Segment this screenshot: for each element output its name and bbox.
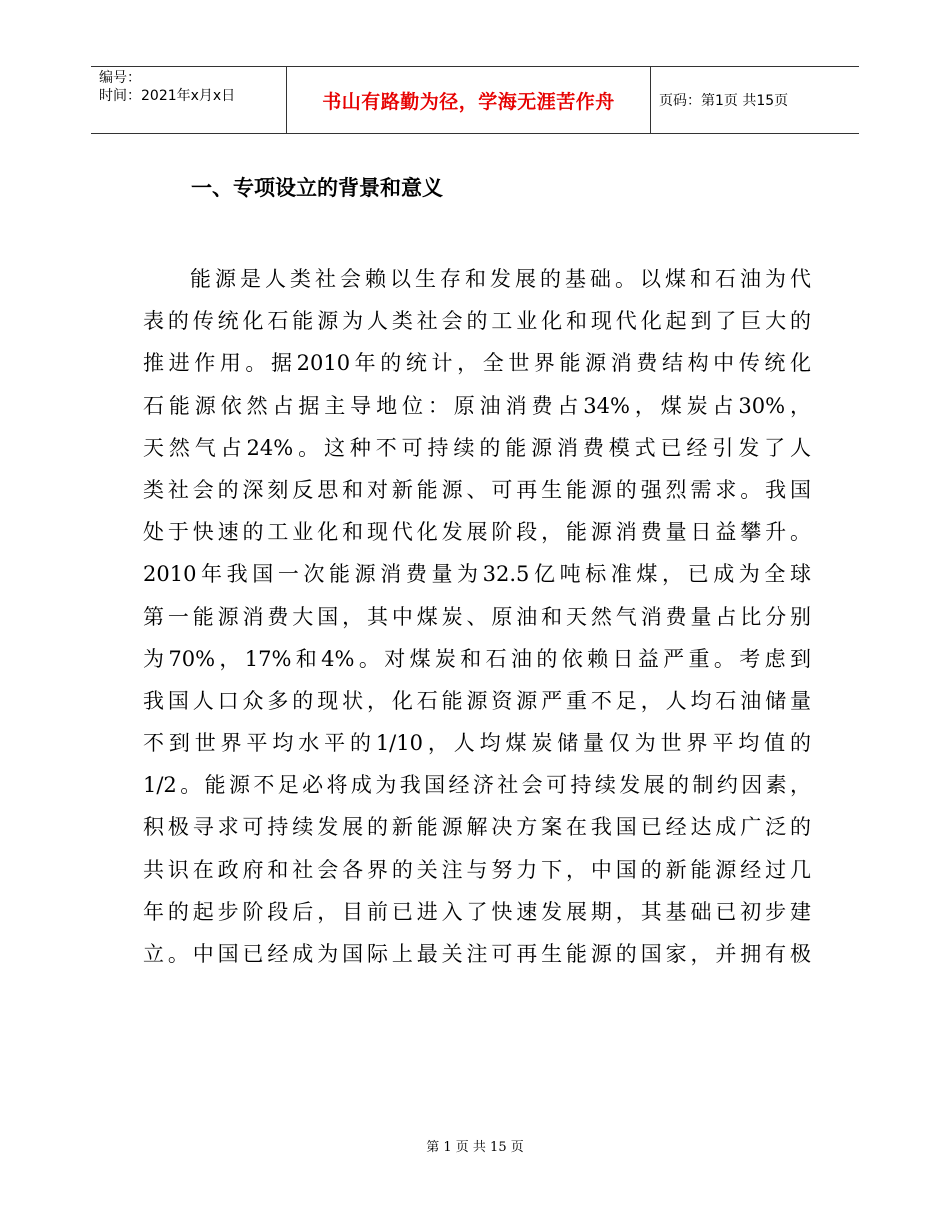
header-motto: 书山有路勤为径，学海无涯苦作舟 bbox=[287, 67, 651, 133]
paragraph-line: 1/2。能源不足必将成为我国经济社会可持续发展的制约因素， bbox=[143, 773, 811, 798]
paragraph-line: 表的传统化石能源为人类社会的工业化和现代化起到了巨大的 bbox=[143, 309, 811, 334]
header-meta-cell bbox=[91, 67, 287, 133]
time-label: 时间：2021年x月x日 bbox=[99, 88, 236, 104]
paragraph-line: 年的起步阶段后，目前已进入了快速发展期，其基础已初步建 bbox=[143, 899, 811, 924]
paragraph-line: 类社会的深刻反思和对新能源、可再生能源的强烈需求。我国 bbox=[143, 477, 811, 502]
paragraph-line: 天然气占24%。这种不可持续的能源消费模式已经引发了人 bbox=[143, 435, 811, 460]
number-label: 编号： bbox=[99, 70, 141, 86]
page-header bbox=[91, 66, 859, 134]
page-footer: 第 1 页 共 15 页 bbox=[426, 1140, 524, 1155]
paragraph-line: 石能源依然占据主导地位：原油消费占34%，煤炭占30%， bbox=[143, 393, 811, 418]
section-heading: 一、专项设立的背景和意义 bbox=[191, 176, 443, 200]
paragraph-line: 推进作用。据2010年的统计，全世界能源消费结构中传统化 bbox=[143, 351, 811, 376]
paragraph-line: 处于快速的工业化和现代化发展阶段，能源消费量日益攀升。 bbox=[143, 520, 811, 545]
body-paragraph bbox=[143, 258, 811, 975]
header-page-info: 页码：第1页 共15页 bbox=[659, 93, 789, 109]
paragraph-line: 2010年我国一次能源消费量为32.5亿吨标准煤，已成为全球 bbox=[143, 562, 811, 587]
paragraph-line: 不到世界平均水平的1/10，人均煤炭储量仅为世界平均值的 bbox=[143, 731, 811, 756]
paragraph-line: 积极寻求可持续发展的新能源解决方案在我国已经达成广泛的 bbox=[143, 815, 811, 840]
paragraph-line: 立。中国已经成为国际上最关注可再生能源的国家，并拥有极 bbox=[143, 942, 811, 966]
paragraph-line: 第一能源消费大国，其中煤炭、原油和天然气消费量占比分别 bbox=[143, 604, 811, 629]
paragraph-line: 我国人口众多的现状，化石能源资源严重不足，人均石油储量 bbox=[143, 688, 811, 713]
paragraph-line: 为70%，17%和4%。对煤炭和石油的依赖日益严重。考虑到 bbox=[143, 646, 811, 671]
paragraph-line: 共识在政府和社会各界的关注与努力下，中国的新能源经过几 bbox=[143, 857, 811, 882]
paragraph-line: 能源是人类社会赖以生存和发展的基础。以煤和石油为代 bbox=[190, 267, 811, 291]
